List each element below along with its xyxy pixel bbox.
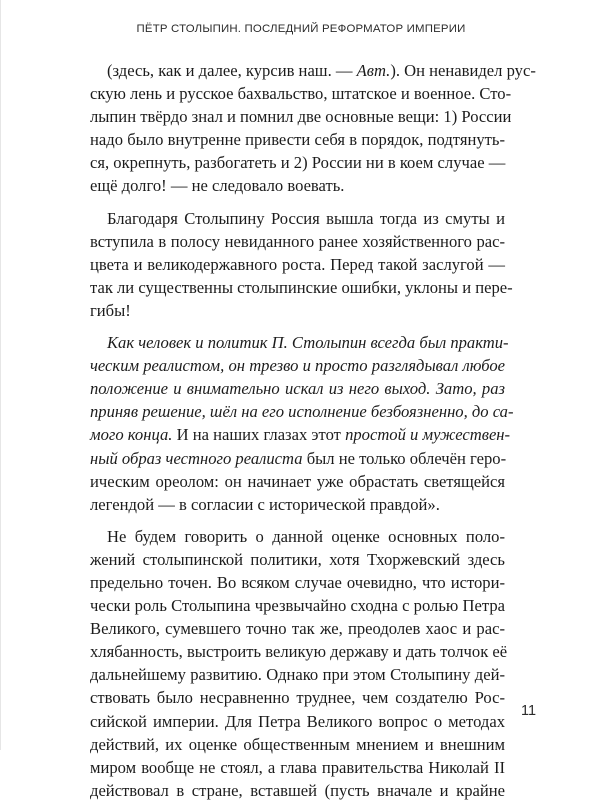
text-line: [90, 253, 505, 276]
text-run: предельно точен. Во всяком случае очевидно, что истори-: [90, 572, 505, 592]
text-run: легендой — в согласии с исторической правдой».: [90, 494, 440, 514]
text-run: чески роль Столыпина чрезвычайно сходна с ролью Петра: [90, 596, 505, 616]
text-run: лыпин твёрдо знал и помнил две основные вещи: 1) России: [90, 107, 512, 127]
text-run: Не будем говорить о данной оценке основных поло-: [107, 526, 505, 546]
text-run: (здесь, как и далее, курсив наш. —: [107, 61, 357, 80]
text-line: [90, 663, 505, 686]
text-run: ). Он ненавидел рус-: [390, 61, 536, 80]
text-line: [90, 756, 505, 779]
text-line: [90, 548, 505, 571]
text-line: [90, 377, 505, 400]
text-run: миром вообще не стоял, а глава правительства Николай II: [90, 757, 505, 777]
text-run: Благодаря Столыпину Россия вышла тогда из смуты и: [107, 208, 505, 228]
paragraph: [90, 331, 514, 516]
text-run: жений столыпинской политики, хотя Тхоржевский здесь: [90, 549, 505, 569]
text-line: [90, 525, 505, 548]
paragraph-gap: [90, 322, 505, 331]
text-line: [90, 331, 509, 354]
text-run: ическим ореолом: он начинает уже обрастать светящейся: [90, 471, 505, 491]
text-line: [90, 571, 505, 594]
text-line: [90, 354, 505, 377]
text-line: [90, 82, 512, 105]
text-run: Великого, сумевшего точно так же, преодолев хаос и рас-: [90, 619, 505, 639]
text-run: действий, их оценке общественным мнением и внешним: [90, 734, 505, 754]
italic-run: ный образ честного реалиста: [90, 448, 303, 468]
text-line: [90, 230, 505, 253]
text-line: [90, 400, 514, 423]
text-line: [90, 276, 513, 299]
italic-run: Авт.: [356, 61, 391, 80]
italic-run: Зато, раз: [435, 379, 505, 399]
running-header: ПЁТР СТОЛЫПИН. ПОСЛЕДНИЙ РЕФОРМАТОР ИМПЕРИИ: [136, 23, 466, 35]
paragraph: [90, 207, 513, 322]
text-line: [90, 617, 505, 640]
text-run: ещё долго! — не следовало воевать.: [90, 176, 345, 196]
text-run: вступила в полосу невиданного ранее хозяйственного рас-: [90, 231, 505, 251]
paragraph-gap: [90, 198, 505, 207]
text-line: [90, 59, 536, 82]
text-line: [90, 733, 505, 756]
text-line: [90, 493, 505, 516]
paragraph: [90, 59, 536, 198]
text-run: хлябанность, выстроить великую державу и дать толчок её: [90, 642, 508, 662]
text-line: [90, 447, 505, 470]
text-line: [90, 779, 505, 802]
text-run: сийской империи. Для Петра Великого вопрос о методах: [90, 711, 505, 731]
text-run: гибы!: [90, 300, 131, 320]
text-run: так ли существенны столыпинские ошибки, уклоны и пере-: [90, 277, 513, 297]
text-line: [90, 686, 505, 709]
text-line: [90, 105, 512, 128]
page-number: 11: [521, 703, 537, 719]
italic-run: простой и мужествен-: [345, 425, 511, 445]
text-run: ся, окрепнуть, разбогатеть и 2) России ни в коем случае —: [90, 153, 506, 173]
text-line: [90, 151, 505, 174]
text-run: цвета и великодержавного роста. Перед такой заслугой —: [90, 254, 505, 274]
italic-run: приняв решение, шёл на его исполнение безбоязненно, до са-: [90, 402, 514, 422]
text-line: [90, 710, 505, 733]
text-line: [90, 640, 508, 663]
italic-run: мого конца.: [90, 425, 173, 445]
paragraph: [90, 525, 508, 802]
text-line: [90, 128, 505, 151]
paragraph-gap: [90, 516, 505, 525]
text-run: скую лень и русское бахвальство, штатское и военное. Сто-: [90, 84, 512, 104]
italic-run: положение и внимательно искал из него выход.: [90, 379, 431, 399]
italic-run: ческим реалистом, он трезво и просто разглядывал любое: [90, 356, 505, 376]
text-line: [90, 470, 505, 493]
text-run: дальнейшему развитию. Однако при этом Столыпину дей-: [90, 665, 505, 685]
text-run: И на наших глазах этот: [172, 425, 346, 445]
text-run: ствовать было несравненно труднее, чем создателю Рос-: [90, 688, 505, 708]
text-run: действовал в стране, вставшей (пусть вначале и крайне: [90, 780, 505, 800]
text-line: [90, 299, 505, 322]
text-run: был не только облечён геро-: [302, 448, 507, 468]
text-line: [90, 207, 505, 230]
text-run: надо было внутренне привести себя в порядок, подтянуть-: [90, 130, 505, 150]
text-line: [90, 423, 511, 446]
text-line: [90, 174, 505, 197]
italic-run: Как человек и политик П. Столыпин всегда был практи-: [107, 333, 509, 353]
text-line: [90, 594, 505, 617]
